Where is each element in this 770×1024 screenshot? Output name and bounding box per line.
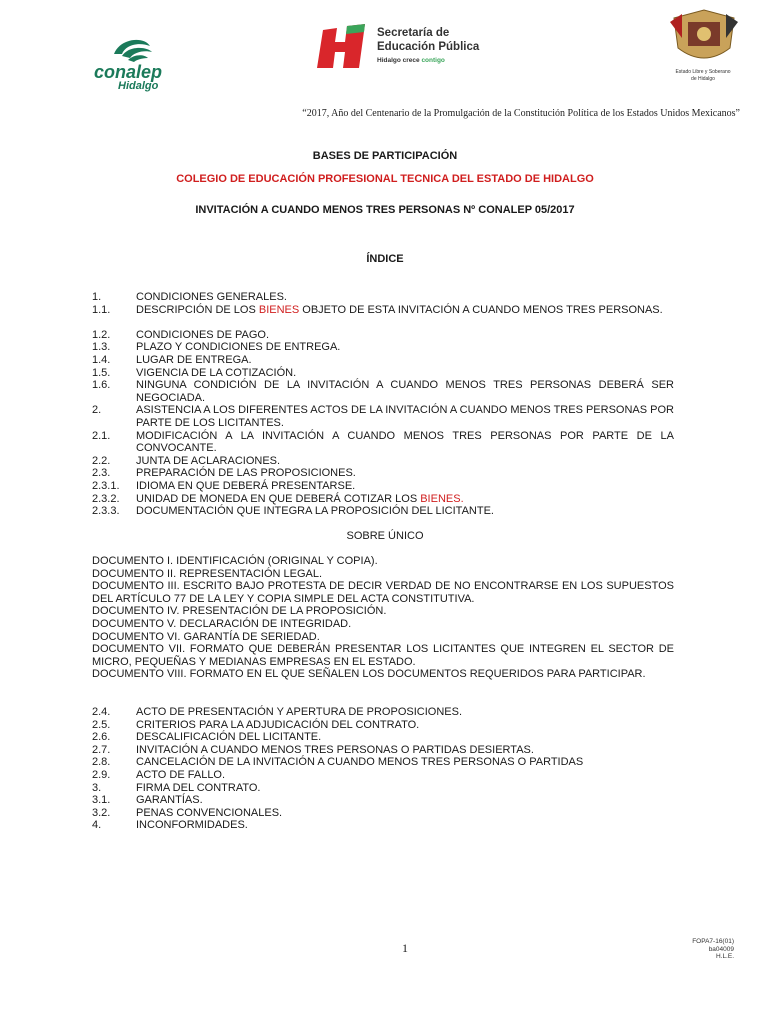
index-text: IDIOMA EN QUE DEBERÁ PRESENTARSE.: [136, 480, 356, 492]
index-num: 1.5.: [92, 366, 111, 379]
index-num: 3.2.: [92, 806, 111, 819]
index-text: VIGENCIA DE LA COTIZACIÓN.: [136, 366, 297, 379]
index-text: PLAZO Y CONDICIONES DE ENTREGA.: [136, 341, 341, 354]
index-text-pre: DESCRIPCIÓN DE LOS: [136, 303, 259, 316]
index-num: 4.: [92, 819, 102, 832]
sep-logo: [315, 24, 515, 72]
document-code-line3: H.L.E.: [715, 953, 734, 961]
page-number: 1: [402, 941, 408, 955]
index-text: [136, 493, 674, 506]
index-text: ACTO DE PRESENTACIÓN Y APERTURA DE PROPOSICIONES.: [136, 706, 463, 718]
sep-line2: Educación Pública: [377, 41, 480, 53]
document-item: DOCUMENTO II. REPRESENTACIÓN LEGAL.: [92, 567, 323, 580]
index-title: ÍNDICE: [366, 253, 404, 265]
index-text: LUGAR DE ENTREGA.: [136, 354, 252, 366]
index-text: CONDICIONES DE PAGO.: [136, 328, 270, 341]
index-text: ACTO DE FALLO.: [136, 769, 226, 781]
index-num: 2.1.: [92, 429, 111, 442]
index-text: PREPARACIÓN DE LAS PROPOSICIONES.: [136, 467, 356, 480]
state-coat-of-arms: [668, 8, 740, 86]
index-text: NINGUNA CONDICIÓN DE LA INVITACIÓN A CUANDO MENOS TRES PERSONAS DEBERÁ SER NEGOCIADA.: [136, 379, 674, 404]
index-num: 1.1.: [92, 303, 111, 316]
institution-title: COLEGIO DE EDUCACIÓN PROFESIONAL TECNICA DEL ESTADO DE HIDALGO: [176, 173, 594, 185]
state-logo-line2: de Hidalgo: [691, 76, 715, 82]
conalep-logo-name: conalep: [94, 62, 163, 82]
index-text: CANCELACIÓN DE LA INVITACIÓN A CUANDO MENOS TRES PERSONAS O PARTIDAS: [136, 756, 584, 769]
sep-line3a: Hidalgo crece: [377, 57, 422, 64]
index-num: 2.8.: [92, 756, 111, 769]
index-num: 1.4.: [92, 354, 111, 366]
index-text: PENAS CONVENCIONALES.: [136, 806, 283, 819]
index-text-post: OBJETO DE ESTA INVITACIÓN A CUANDO MENOS TRES PERSONAS.: [299, 303, 663, 316]
document-item: DOCUMENTO VI. GARANTÍA DE SERIEDAD.: [92, 630, 320, 643]
index-text: ASISTENCIA A LOS DIFERENTES ACTOS DE LA INVITACIÓN A CUANDO MENOS TRES PERSONAS POR PARTE DE LOS LICITANTES.: [136, 404, 674, 429]
index-num: 2.3.: [92, 467, 111, 480]
document-code-line2: ba04009: [708, 945, 734, 953]
index-text: INVITACIÓN A CUANDO MENOS TRES PERSONAS O PARTIDAS DESIERTAS.: [136, 743, 534, 756]
document-item: DOCUMENTO VII. FORMATO QUE DEBERÁN PRESENTAR LOS LICITANTES QUE INTEGREN EL SECTOR DE MICRO, PEQUEÑAS Y MEDIANAS EMPRESAS EN EL ESTADO.: [92, 643, 674, 668]
index-text: CONDICIONES GENERALES.: [136, 291, 287, 303]
state-logo-line1: Estado Libre y Soberano: [675, 69, 731, 75]
bases-title: BASES DE PARTICIPACIÓN: [312, 150, 458, 162]
year-motto: “2017, Año del Centenario de la Promulgación de la Constitución Política de los Estados Unidos Mexicanos”: [302, 108, 740, 119]
index-text-highlight: BIENES: [258, 303, 300, 316]
index-num: 3.1.: [92, 794, 111, 807]
document-item: DOCUMENTO VIII. FORMATO EN EL QUE SEÑALEN LOS DOCUMENTOS REQUERIDOS PARA PARTICIPAR.: [92, 668, 646, 681]
index-num: 1.: [92, 291, 102, 303]
document-code: [660, 938, 734, 961]
index-text-pre: UNIDAD DE MONEDA EN QUE DEBERÁ COTIZAR LOS: [136, 492, 421, 505]
sobre-title: SOBRE ÚNICO: [346, 530, 424, 542]
document-code-line1: FOPA7-16(01): [692, 938, 734, 945]
index-num: 2.3.1.: [92, 480, 120, 492]
invitation-title: INVITACIÓN A CUANDO MENOS TRES PERSONAS Nº CONALEP 05/2017: [195, 204, 575, 216]
sep-line1: Secretaría de: [377, 27, 450, 39]
index-text: MODIFICACIÓN A LA INVITACIÓN A CUANDO MENOS TRES PERSONAS POR PARTE DE LA CONVOCANTE.: [136, 429, 674, 455]
index-text: GARANTÍAS.: [136, 794, 203, 807]
document-item: DOCUMENTO I. IDENTIFICACIÓN (ORIGINAL Y COPIA).: [92, 555, 378, 567]
coat-of-arms-icon: [668, 8, 740, 66]
document-item: DOCUMENTO IV. PRESENTACIÓN DE LA PROPOSICIÓN.: [92, 605, 387, 618]
index-text: INCONFORMIDADES.: [136, 819, 248, 832]
conalep-logo: [92, 32, 182, 94]
index-num: 2.5.: [92, 718, 111, 731]
index-num: 2.3.3.: [92, 505, 120, 518]
index-num: 1.6.: [92, 379, 111, 392]
document-item: DOCUMENTO III. ESCRITO BAJO PROTESTA DE DECIR VERDAD DE NO ENCONTRARSE EN LOS SUPUESTOS DEL ARTÍCULO 77 DE LA LEY Y COPIA SIMPLE DEL ACTA CONSTITUTIVA.: [92, 580, 674, 605]
index-text: FIRMA DEL CONTRATO.: [136, 781, 261, 794]
index-num: 2.6.: [92, 731, 111, 744]
index-num: 2.2.: [92, 454, 111, 467]
sep-line3b: contigo: [421, 57, 445, 64]
sep-line3: [377, 57, 445, 64]
sep-h-icon: [315, 24, 373, 70]
index-num: 3.: [92, 781, 102, 794]
index-text: [136, 304, 674, 317]
index-text: DESCALIFICACIÓN DEL LICITANTE.: [136, 731, 322, 744]
index-num: 2.3.2.: [92, 492, 120, 505]
index-num: 2.7.: [92, 743, 111, 756]
index-num: 2.4.: [92, 706, 111, 718]
index-text: DOCUMENTACIÓN QUE INTEGRA LA PROPOSICIÓN DEL LICITANTE.: [136, 505, 494, 518]
index-num: 2.: [92, 404, 102, 417]
index-num: 2.9.: [92, 769, 111, 781]
index-num: 1.3.: [92, 341, 111, 354]
conalep-logo-sub: Hidalgo: [118, 80, 159, 92]
index-text: JUNTA DE ACLARACIONES.: [136, 454, 281, 467]
index-text: CRITERIOS PARA LA ADJUDICACIÓN DEL CONTRATO.: [136, 718, 420, 731]
document-item: DOCUMENTO V. DECLARACIÓN DE INTEGRIDAD.: [92, 618, 352, 630]
index-text-highlight: BIENES.: [420, 492, 464, 505]
index-num: 1.2.: [92, 328, 111, 341]
